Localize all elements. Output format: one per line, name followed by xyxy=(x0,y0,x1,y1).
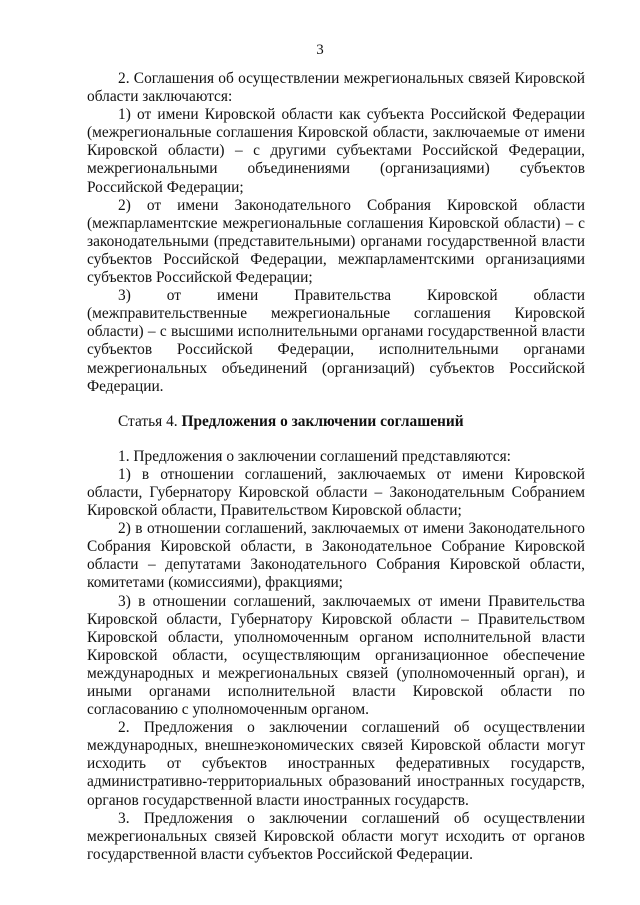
article4-paragraph-3: 3. Предложения о заключении соглашений об осуществлении межрегиональных связей Кировской области могут исходить от органов государственной власти субъектов Российской Федерации. xyxy=(87,809,585,863)
article4-paragraph-1-item-3: 3) в отношении соглашений, заключаемых от имени Правительства Кировской области, Губернатору Кировской области – Правительством Кировской области, уполномоченным органом исполнительной власти Кировской области, осуществляющим организационное обеспечение международных и межрегиональных связей (уполномоченный орган), и иными органами исполнительной власти Кировской области по согласованию с уполномоченным органом. xyxy=(87,592,585,719)
section2-item-2: 2) от имени Законодательного Собрания Кировской области (межпарламентские межрегиональные соглашения Кировской области) – с законодательными (представительными) органами государственной власти субъектов Российской Федерации, межпарламентскими организациями субъектов Российской Федерации; xyxy=(87,196,585,287)
section2-item-1: 1) от имени Кировской области как субъекта Российской Федерации (межрегиональные соглашения Кировской области, заключаемые от имени Кировской области) – с другими субъектами Российской Федерации, межрегиональными объединениями (организациями) субъектов Российской Федерации; xyxy=(87,106,585,196)
article4-paragraph-1-item-1: 1) в отношении соглашений, заключаемых от имени Кировской области, Губернатору Кировской области – Законодательным Собранием Кировской области, Правительством Кировской области; xyxy=(87,465,585,520)
article4-paragraph-1-item-2: 2) в отношении соглашений, заключаемых от имени Законодательного Собрания Кировской области, в Законодательное Собрание Кировской области – депутатами Законодательного Собрания Кировской области, комитетами (комиссиями), фракциями; xyxy=(87,520,585,592)
article4-heading xyxy=(87,413,585,431)
article4-title: Предложения о заключении соглашений xyxy=(181,412,464,430)
article4-paragraph-2: 2. Предложения о заключении соглашений об осуществлении международных, внешнеэкономических связей Кировской области могут исходить от субъектов иностранных федеративных государств, административно-территориальных образований иностранных государств, органов государственной власти иностранных государств. xyxy=(87,719,585,809)
article4-label: Статья 4. xyxy=(118,412,178,430)
section2-intro: 2. Соглашения об осуществлении межрегиональных связей Кировской области заключаются: xyxy=(87,70,585,106)
document-body xyxy=(87,70,585,864)
page-number: 3 xyxy=(316,42,324,58)
section2-item-3: 3) от имени Правительства Кировской области (межправительственные межрегиональные соглашения Кировской области) – с высшими исполнительными органами государственной власти субъектов Российской Федерации, исполнительными органами межрегиональных объединений (организаций) субъектов Российской Федерации. xyxy=(87,287,585,395)
article4-paragraph-1: 1. Предложения о заключении соглашений представляются: xyxy=(118,447,511,465)
